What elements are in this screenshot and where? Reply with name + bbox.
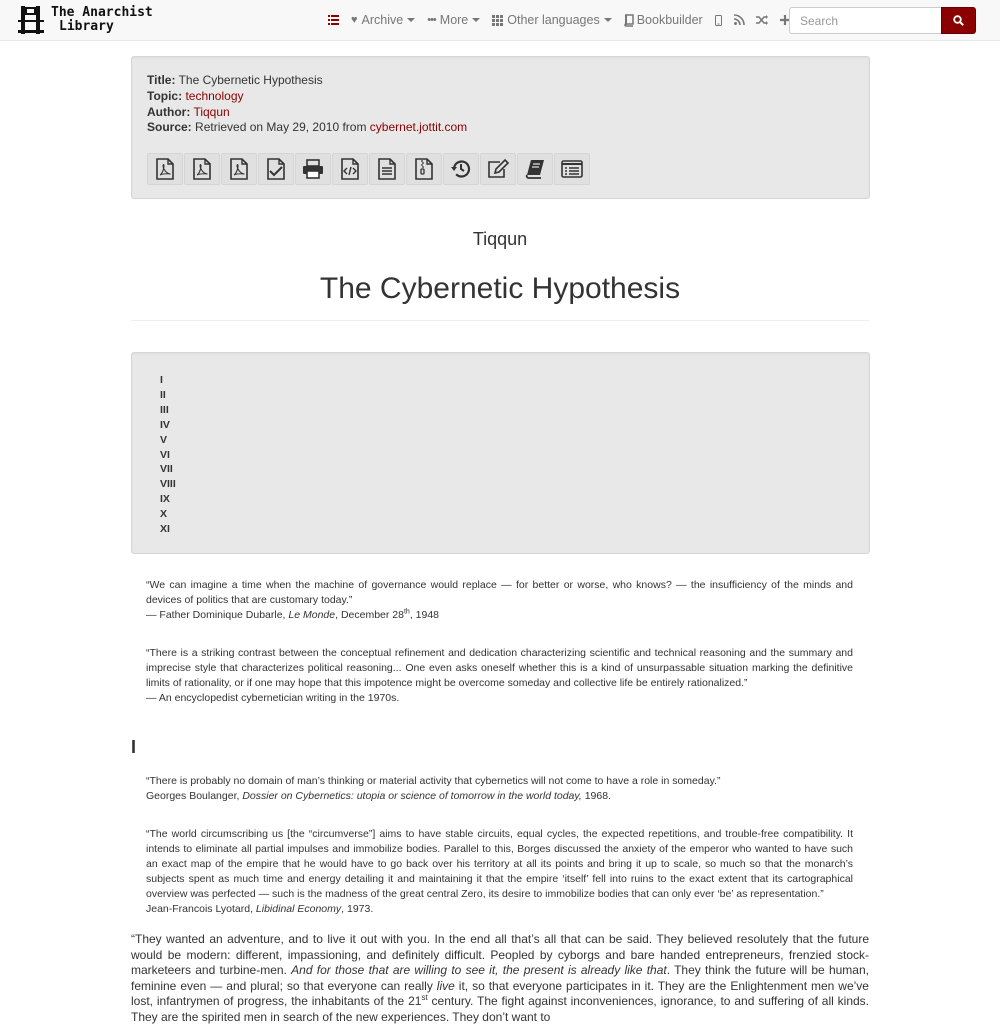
section-heading: I: [131, 737, 137, 757]
info-topic: Topic: technology: [147, 88, 244, 103]
quote-attribution: Jean-Francois Lyotard, Libidinal Economy, 1973.: [146, 903, 374, 915]
author-link[interactable]: Tiqqun: [193, 104, 230, 119]
a4-pdf-download-button[interactable]: [184, 153, 220, 185]
pdf-download-button[interactable]: [147, 153, 183, 185]
info-author: Author: Tiqqun: [147, 104, 230, 119]
nav-more[interactable]: ••• More: [421, 0, 486, 40]
history-button[interactable]: [443, 153, 479, 185]
epigraph-text: “We can imagine a time when the machine of governance would replace — for better or worse, who knows? — the insufficiency of the minds and devices of politics that are customary today.”: [146, 579, 853, 606]
list-alt-icon: [561, 160, 583, 178]
nav-rss[interactable]: [728, 0, 750, 40]
letter-pdf-download-button[interactable]: [221, 153, 257, 185]
body-paragraph: “They wanted an adventure, and to live it out with you. In the end all that’s all that can be said. They believed resolutely that the future would be modern: different, impassioning, and definitely difficult. Peopled by cyborgs and bare handed entrepreneurs, frenzied stock-marketeers and turbine-men. And for those that are willing to see it, the present is already like that. They think the future will be human, feminine even — and plural; so that everyone can really live it, so that everyone participates in it. They are the Enlightenment men we’ve lost, infantrymen of progress, the inhabitants of the 21st century. The fight against inconveniences, ignorance, to and suffering of all kinds. They are the spirited men in search of the new experiences. They don’t want to: [131, 932, 870, 1024]
shuffle-icon: [756, 15, 768, 25]
nav-other-languages[interactable]: Other languages: [486, 0, 617, 40]
caret-down-icon: [604, 18, 612, 22]
book-icon: [525, 159, 545, 179]
printer-icon: [302, 159, 324, 179]
epigraph-encyclopedist: [146, 646, 853, 706]
title-divider: [131, 320, 870, 321]
nav-list-button[interactable]: [322, 0, 345, 40]
toc-item[interactable]: XI: [160, 523, 170, 536]
logo-mark-icon: [18, 4, 46, 36]
file-code-icon: [341, 158, 359, 180]
rss-icon: [734, 15, 744, 25]
site-logo[interactable]: [18, 3, 153, 37]
edit-button[interactable]: [480, 153, 516, 185]
navbar: [0, 0, 1000, 41]
toc-item[interactable]: III: [160, 403, 169, 416]
search-icon: [953, 15, 964, 26]
toc-item[interactable]: IV: [160, 418, 170, 431]
info-title: Title: The Cybernetic Hypothesis: [147, 73, 323, 87]
file-archive-icon: [415, 158, 433, 180]
plain-text-download-button[interactable]: [369, 153, 405, 185]
file-check-icon: [267, 158, 285, 180]
pdf-file-icon: [193, 158, 211, 180]
topic-link[interactable]: technology: [185, 88, 244, 103]
book-icon: [624, 15, 633, 26]
epigraph-attribution: — An encyclopedist cybernetician writing in the 1970s.: [146, 692, 400, 704]
toc-item[interactable]: I: [160, 374, 163, 386]
grid-icon: [492, 15, 503, 26]
search-input[interactable]: [789, 7, 942, 34]
mobile-icon: [715, 15, 722, 26]
html-download-button[interactable]: [332, 153, 368, 185]
text-info-panel: [131, 56, 870, 199]
text-author: Tiqqun: [472, 229, 528, 249]
epigraph-attribution: — Father Dominique Dubarle, Le Monde, December 28th, 1948: [146, 608, 440, 621]
quote-lyotard: [146, 827, 853, 917]
logo-text: The Anarchist Library: [51, 5, 153, 34]
toc-item[interactable]: VI: [160, 448, 170, 461]
toc-item[interactable]: X: [160, 508, 168, 521]
nav-random[interactable]: [750, 0, 774, 40]
caret-down-icon: [407, 18, 415, 22]
quote-text: “There is probably no domain of man’s thinking or material activity that cybernetics will not come to have a role in someday.”: [146, 775, 721, 787]
table-of-contents: [131, 352, 870, 554]
add-to-bookbuilder-button[interactable]: [517, 153, 553, 185]
list-icon: [328, 15, 339, 25]
quote-text: “The world circumscribing us [the “circumverse”] aims to have stable circuits, equal cycles, the expected repetitions, and trouble-free compatibility. It intends to eliminate all partial impulses and immobilize bodies. Parallel to this, Borges discussed the anxiety of the emperor who wanted to have such an exact map of the empire that he would have to go back over his territory at all its points and bring it up to scale, so much so that the monarch’s subjects spent as much time and energy detailing it and maintaining it that the empire ‘itself’ fell into ruins to the exact extent that its cartographical overview was perfected — such is the madness of the great central Zero, its desire to immobilize bodies that can only ever ‘be’ as representation.”: [146, 828, 853, 900]
show-toc-button[interactable]: [554, 153, 590, 185]
download-toolbar: [147, 153, 591, 185]
pdf-file-icon: [156, 158, 174, 180]
nav-bookbuilder[interactable]: Bookbuilder: [618, 0, 709, 40]
heart-icon: ♥: [351, 14, 358, 26]
epigraph-dubarle: [146, 578, 853, 623]
toc-item[interactable]: VII: [160, 463, 173, 476]
toc-item[interactable]: IX: [160, 493, 170, 506]
nav-archive[interactable]: ♥ Archive: [345, 0, 421, 40]
page-title: The Cybernetic Hypothesis: [319, 272, 681, 305]
toc-item[interactable]: II: [160, 388, 166, 401]
info-source: Source: Retrieved on May 29, 2010 from cybernet.jottit.com: [147, 120, 468, 135]
source-zip-download-button[interactable]: [406, 153, 442, 185]
source-link[interactable]: cybernet.jottit.com: [369, 120, 468, 135]
imposed-pdf-download-button[interactable]: [258, 153, 294, 185]
search-button[interactable]: [941, 7, 976, 34]
main-nav: [322, 0, 796, 40]
pdf-file-icon: [230, 158, 248, 180]
toc-item[interactable]: V: [160, 433, 168, 446]
quote-boulanger: [146, 774, 853, 804]
print-button[interactable]: [295, 153, 331, 185]
history-icon: [450, 158, 472, 180]
quote-attribution: Georges Boulanger, Dossier on Cybernetics: utopia or science of tomorrow in the world today, 1968.: [146, 790, 611, 802]
caret-down-icon: [472, 18, 480, 22]
epigraph-text: “There is a striking contrast between the conceptual refinement and dedication characterizing scientific and technical reasoning and the summary and imprecise style that characterizes political reasoning... One even asks oneself whether this is a kind of unsurpassable situation marking the definitive limits of rationality, or if one may hope that this impotence might be overcome someday and collective life be entirely rationalized.”: [146, 647, 853, 689]
nav-mobile[interactable]: [709, 0, 728, 40]
ellipsis-icon: •••: [427, 14, 436, 26]
file-text-icon: [378, 158, 396, 180]
edit-icon: [487, 159, 509, 179]
toc-item[interactable]: VIII: [160, 478, 176, 491]
